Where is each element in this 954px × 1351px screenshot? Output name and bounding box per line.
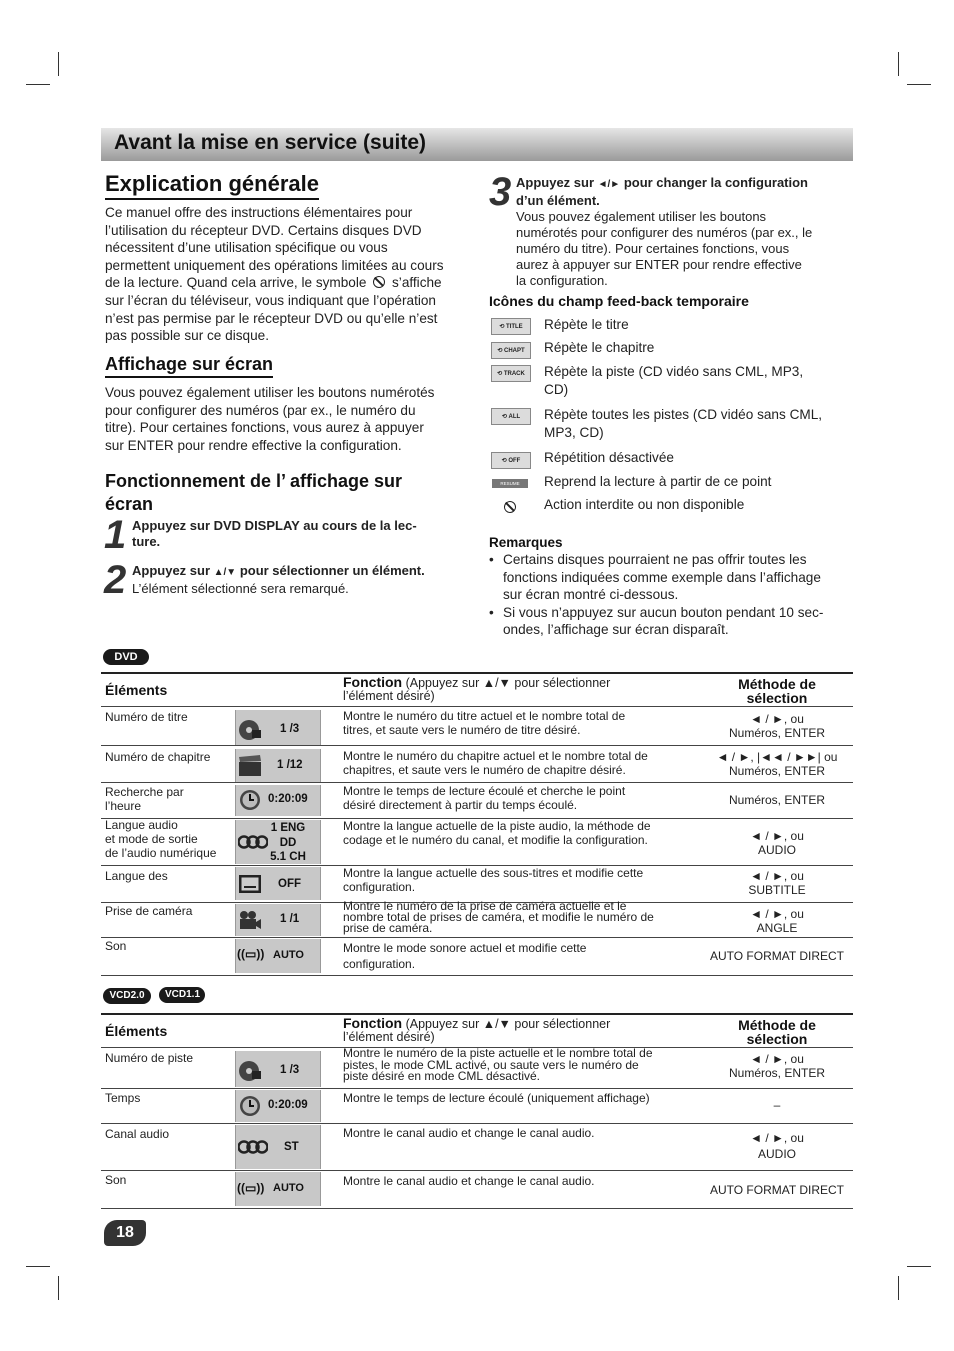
table-rule (101, 937, 853, 938)
step-3-text: Appuyez sur ◄/► pour changer la configuration d’un élément. Vous pouvez également utiliser les boutons numérotés pour configurer des numéros (par ex., le numéro du titre). Pour certaines fonctions, vous aurez à appuyer sur ENTER pour rendre effective la configuration. (516, 175, 813, 288)
method-text: Numéros, ENTER (728, 793, 826, 807)
function-text: Montre le numéro du titre actuel et le nombre total de titres, et saute vers le numéro de titre désiré. (343, 709, 626, 737)
step-2-text: Appuyez sur ▲/▼ pour sélectionner un élément. L’élément sélectionné sera remarqué. (132, 563, 425, 596)
sound-icon: ((▭)) (237, 947, 265, 961)
crop-mark (907, 1266, 931, 1267)
left-right-arrows-icon: ◄/► (597, 179, 621, 190)
element-name: Canal audio (105, 1127, 170, 1141)
icon-desc: Action interdite ou non disponible (544, 497, 745, 512)
subheading-osd: Affichage sur écran (105, 354, 273, 378)
vcd20-badge: VCD2.0 (103, 988, 151, 1004)
table-rule (101, 1170, 853, 1171)
table-rule (101, 782, 853, 783)
crop-mark (907, 84, 931, 85)
display-value: 1 ENG DD 5.1 CH (270, 822, 306, 863)
crop-mark (898, 1276, 899, 1300)
remarks-list: • Certains disques pourraient ne pas offrir toutes les fonctions indiquées comme exemple dans l’affichage sur écran montré ci-dessous. • Si vous n’appuyez sur aucun bouton pendant 10 sec- ondes, l’affichage sur écran disparaît. (489, 552, 824, 638)
method-text: AUTO FORMAT DIRECT (709, 1183, 844, 1197)
element-name: Son (105, 1173, 127, 1187)
col-header-methode: Méthode de sélection (738, 676, 816, 706)
icon-desc: Répète la piste (CD vidéo sans CML, MP3, CD) (544, 364, 804, 397)
display-value: 1 /1 (280, 913, 300, 925)
resume-icon: RESUME (492, 479, 528, 488)
step-1-text: Appuyez sur DVD DISPLAY au cours de la lec- ture. (132, 518, 417, 549)
icon-desc: Répète le chapitre (544, 340, 655, 355)
table-rule (101, 1013, 853, 1015)
step-1-number: 1 (104, 513, 127, 557)
dvd-badge: DVD (103, 649, 149, 665)
col-header-methode: Méthode de sélection (738, 1017, 816, 1047)
function-text: Montre le canal audio et change le canal audio. (343, 1126, 595, 1140)
element-name: Prise de caméra (105, 904, 193, 918)
up-down-arrows-icon: ▲/▼ (213, 567, 237, 578)
method-text: ◄ / ►, ou Numéros, ENTER (728, 1052, 826, 1080)
repeat-track-icon: ⟲ TRACK (491, 365, 531, 382)
table-rule (101, 672, 853, 674)
function-text: Montre le canal audio et change le canal audio. (343, 1174, 595, 1188)
remarks-heading: Remarques (489, 535, 563, 550)
icons-heading: Icônes du champ feed-back temporaire (489, 293, 749, 309)
prohibited-icon (373, 276, 385, 288)
display-value: ST (284, 1141, 299, 1153)
prohibited-icon (504, 501, 516, 513)
col-header-fonction: Fonction (Appuyez sur ▲/▼ pour sélectionner l’élément désiré) (343, 1015, 611, 1044)
method-text: ◄ / ►, ou SUBTITLE (748, 869, 806, 897)
method-text: – (773, 1098, 781, 1112)
table-rule (101, 745, 853, 746)
display-value: 1 /3 (280, 1064, 300, 1076)
repeat-chapter-icon: ⟲ CHAPT (491, 342, 531, 359)
table-rule (101, 706, 853, 707)
col-header-fonction: Fonction (Appuyez sur ▲/▼ pour sélectionner l’élément désiré) (343, 674, 611, 703)
icon-desc: Répétition désactivée (544, 450, 674, 465)
function-text: Montre la langue actuelle de la piste audio, la méthode de codage et le numéro du canal, et modifie la configuration. (343, 819, 651, 847)
table-rule (101, 1208, 853, 1209)
display-value: OFF (278, 878, 301, 890)
function-text: Montre le temps de lecture écoulé et cherche le point désiré directement à partir du temps écoulé. (343, 784, 626, 812)
crop-mark (898, 52, 899, 76)
function-text: Montre le temps de lecture écoulé (uniquement affichage) (343, 1091, 650, 1105)
method-text: ◄ / ►, ou AUDIO (750, 1131, 804, 1161)
function-text: Montre le numéro de la piste actuelle et le nombre total de pistes, le mode CML activé, ou saute vers le numéro de piste désiré en mode CML désactivé. (343, 1046, 653, 1083)
element-name: Numéro de titre (105, 710, 188, 724)
audio-icon (238, 1135, 268, 1159)
element-name: Numéro de chapitre (105, 750, 211, 764)
repeat-all-icon: ⟲ ALL (491, 408, 531, 425)
subtitle-icon (238, 872, 262, 896)
crop-mark (58, 1276, 59, 1300)
element-name: Temps (105, 1091, 141, 1105)
disc-icon (238, 718, 262, 742)
intro-paragraph: Ce manuel offre des instructions élémentaires pour l’utilisation du récepteur DVD. Certains disques DVD nécessitent d’une utilisation spécifique ou vous permettent uniquement des opérations limitées au cours de la lecture. Quand cela arrive, le symbole s’affiche sur l’écran du téléviseur, vous indiquant que l’opération n’est pas permise par le récepteur DVD ou qu’elle n’est pas possible sur ce disque. (105, 205, 444, 344)
function-text: Montre le mode sonore actuel et modifie cette configuration. (343, 941, 587, 971)
display-value: AUTO (273, 1182, 304, 1194)
step-2-number: 2 (104, 558, 127, 602)
crop-mark (58, 52, 59, 76)
display-value: 1 /12 (277, 759, 303, 771)
clapper-icon (238, 754, 262, 778)
icon-desc: Reprend la lecture à partir de ce point (544, 474, 772, 489)
crop-mark (26, 84, 50, 85)
element-name: Langue audio et mode de sortie de l’audio numérique (105, 818, 217, 860)
icon-desc: Répète toutes les pistes (CD vidéo sans CML, MP3, CD) (544, 407, 823, 440)
display-value: AUTO (273, 949, 304, 961)
sound-icon: ((▭)) (237, 1181, 265, 1195)
element-name: Recherche par l’heure (105, 785, 184, 813)
display-value: 0:20:09 (268, 1099, 308, 1111)
element-name: Langue des (105, 869, 168, 883)
display-value: 0:20:09 (268, 793, 308, 805)
page-title: Avant la mise en service (suite) (114, 131, 427, 154)
method-text: ◄ / ►, ou AUDIO (750, 829, 804, 857)
method-text: ◄ / ►, |◄◄ / ►►| ou Numéros, ENTER (716, 750, 838, 778)
audio-icon (238, 830, 268, 854)
repeat-title-icon: ⟲ TITLE (491, 318, 531, 335)
vcd11-badge: VCD1.1 (159, 987, 205, 1003)
element-name: Son (105, 939, 127, 953)
section-heading: Explication générale (105, 171, 319, 200)
table-rule (101, 1088, 853, 1089)
crop-mark (26, 1266, 50, 1267)
icon-desc: Répète le titre (544, 317, 629, 332)
page-number: 18 (104, 1220, 146, 1246)
function-text: Montre le numéro du chapitre actuel et le nombre total de chapitres, et saute vers le numéro de chapitre désiré. (343, 749, 648, 777)
step-3-number: 3 (489, 170, 512, 214)
display-value: 1 /3 (280, 723, 300, 735)
method-text: ◄ / ►, ou ANGLE (750, 907, 804, 935)
subheading-function: Fonctionnement de l’ affichage sur écran (105, 471, 403, 514)
function-text: Montre la langue actuelle des sous-titres et modifie cette configuration. (343, 866, 644, 894)
function-text: Montre le numéro de la prise de caméra actuelle et le nombre total de prises de caméra, et modifie le numéro de prise de caméra. (343, 899, 654, 935)
osd-paragraph: Vous pouvez également utiliser les boutons numérotés pour configurer des numéros (par ex., le numéro du titre). Pour certaines fonctions, vous aurez à appuyer sur ENTER pour rendre effective la configuration. (105, 385, 435, 453)
col-header-elements: Éléments (105, 682, 168, 698)
method-text: AUTO FORMAT DIRECT (709, 949, 844, 963)
clock-icon (238, 788, 262, 812)
repeat-off-icon: ⟲ OFF (491, 452, 531, 469)
clock-icon (238, 1094, 262, 1118)
table-rule (101, 975, 853, 976)
table-rule (101, 1123, 853, 1124)
disc-icon (238, 1059, 262, 1083)
method-text: ◄ / ►, ou Numéros, ENTER (728, 712, 826, 740)
element-name: Numéro de piste (105, 1051, 194, 1065)
col-header-elements: Éléments (105, 1023, 168, 1039)
camera-icon (238, 908, 262, 932)
